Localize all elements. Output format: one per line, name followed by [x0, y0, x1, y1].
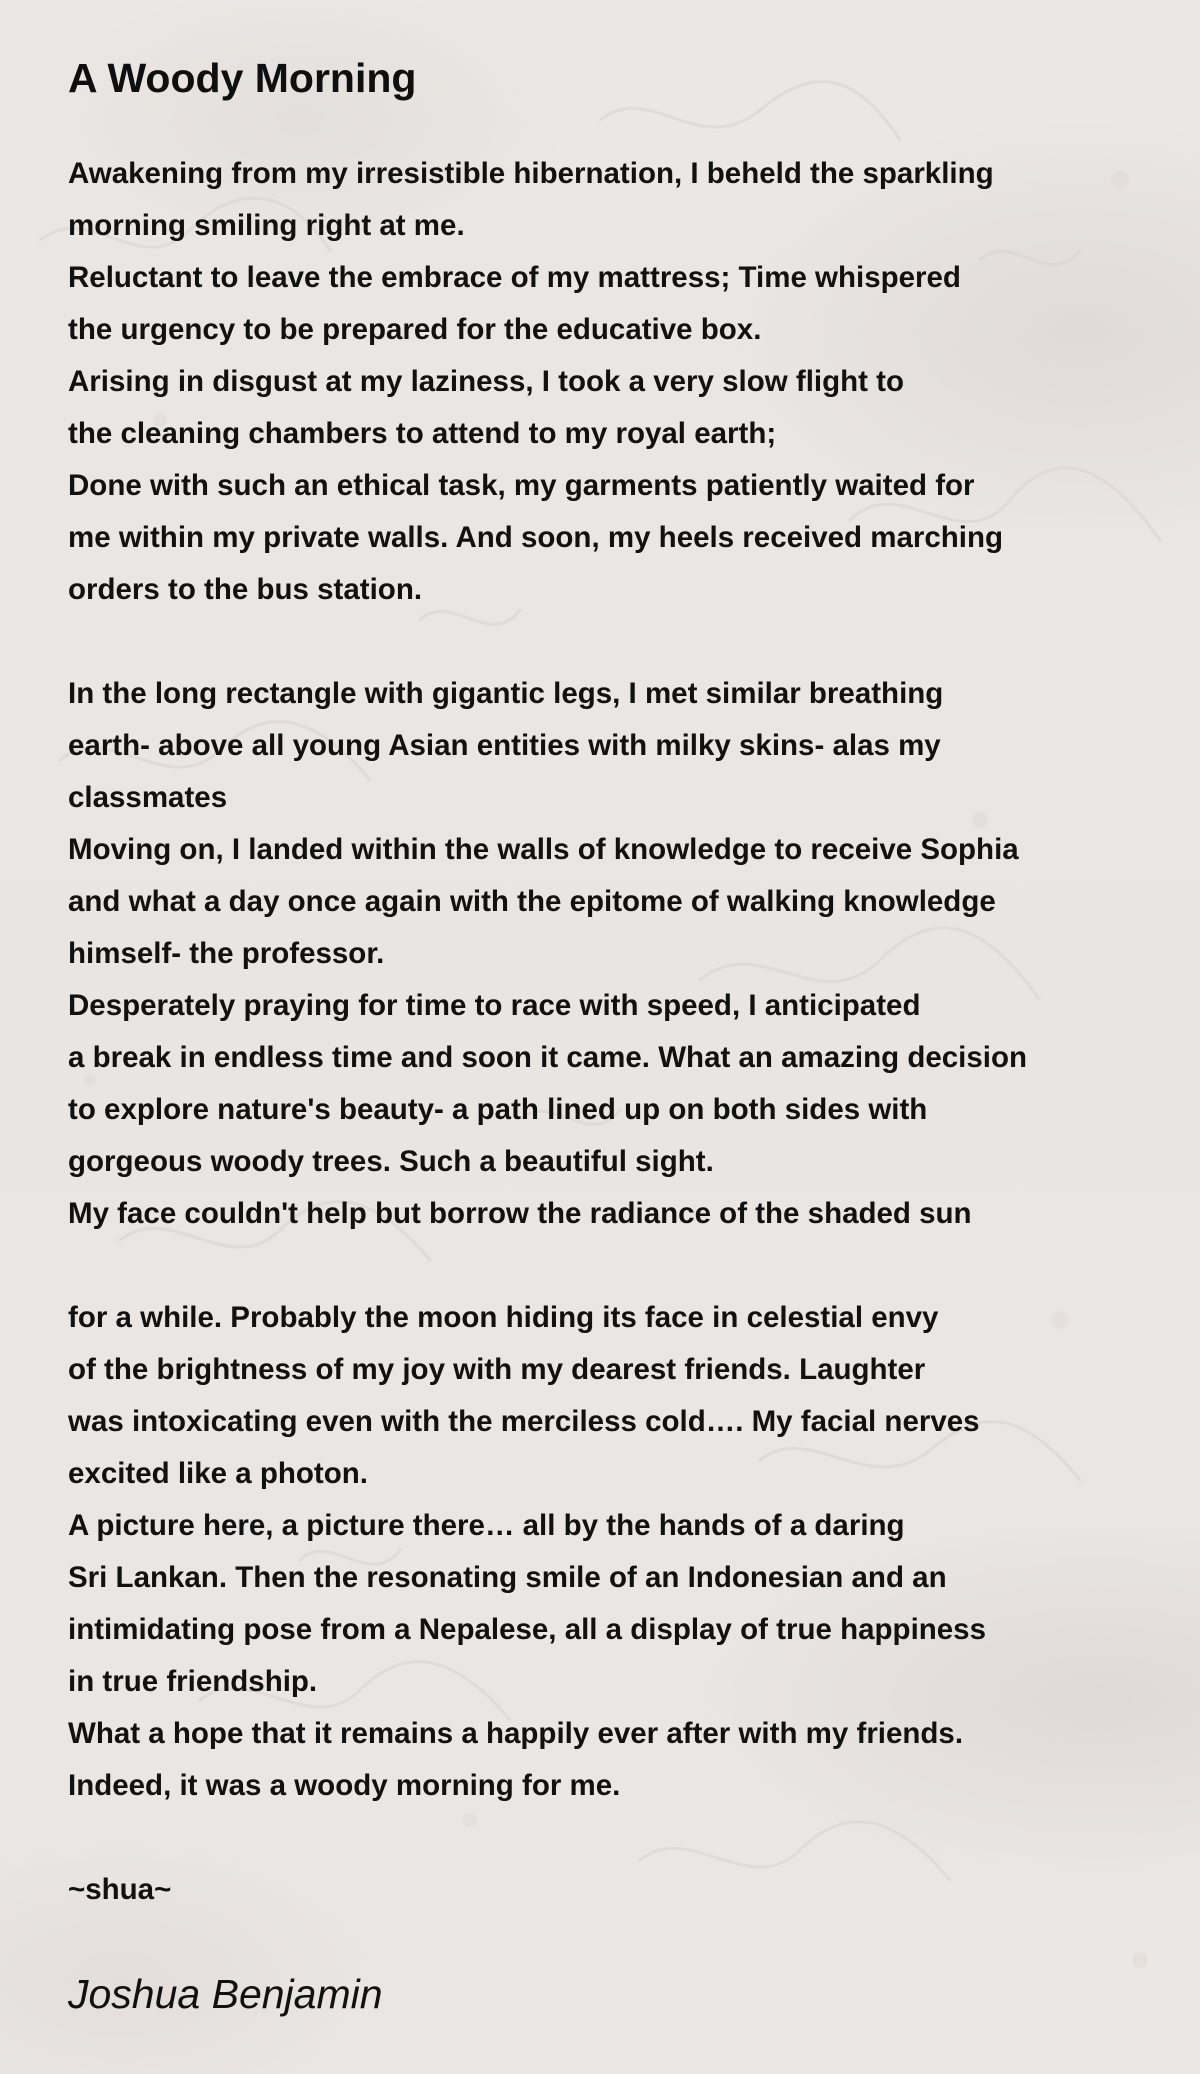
poem-line: Desperately praying for time to race with speed, I anticipated: [68, 989, 921, 1022]
poem-line: Awakening from my irresistible hibernation, I beheld the sparkling: [68, 157, 994, 190]
poem-line: of the brightness of my joy with my dearest friends. Laughter: [68, 1353, 926, 1386]
poem-line: What a hope that it remains a happily ever after with my friends.: [68, 1717, 964, 1750]
poem-line: gorgeous woody trees. Such a beautiful sight.: [68, 1145, 714, 1178]
poem-line: himself- the professor.: [68, 937, 385, 970]
poem-line: Indeed, it was a woody morning for me.: [68, 1769, 621, 1802]
poem-line: Arising in disgust at my laziness, I took a very slow flight to: [68, 365, 904, 398]
poem-line: the cleaning chambers to attend to my royal earth;: [68, 417, 777, 450]
stanza-break: [68, 1812, 1148, 1864]
poem-line: the urgency to be prepared for the educative box.: [68, 313, 762, 346]
poem-line: My face couldn't help but borrow the radiance of the shaded sun: [68, 1197, 972, 1230]
poem-title: A Woody Morning: [68, 55, 417, 101]
poem-line: Sri Lankan. Then the resonating smile of an Indonesian and an: [68, 1561, 947, 1594]
poem-line: Done with such an ethical task, my garments patiently waited for: [68, 469, 975, 502]
poem-line: A picture here, a picture there… all by the hands of a daring: [68, 1509, 905, 1542]
poem-line: Reluctant to leave the embrace of my mattress; Time whispered: [68, 261, 961, 294]
poem-line: and what a day once again with the epitome of walking knowledge: [68, 885, 996, 918]
poem-line: was intoxicating even with the merciless cold…. My facial nerves: [68, 1405, 980, 1438]
poem-line: excited like a photon.: [68, 1457, 368, 1490]
poem-line: me within my private walls. And soon, my heels received marching: [68, 521, 1004, 554]
poem-line: earth- above all young Asian entities with milky skins- alas my: [68, 729, 941, 762]
poem-body: [68, 148, 1148, 1916]
stanza-break: [68, 616, 1148, 668]
poem-line: ~shua~: [68, 1873, 172, 1906]
poem-line: for a while. Probably the moon hiding its face in celestial envy: [68, 1301, 939, 1334]
poem-line: Moving on, I landed within the walls of knowledge to receive Sophia: [68, 833, 1019, 866]
poem-author: Joshua Benjamin: [68, 1971, 383, 2017]
poem-line: classmates: [68, 781, 228, 814]
poem-line: orders to the bus station.: [68, 573, 423, 606]
poem-line: a break in endless time and soon it came. What an amazing decision: [68, 1041, 1028, 1074]
poem-line: In the long rectangle with gigantic legs, I met similar breathing: [68, 677, 944, 710]
poem-line: morning smiling right at me.: [68, 209, 465, 242]
poem-line: to explore nature's beauty- a path lined up on both sides with: [68, 1093, 928, 1126]
stanza-break: [68, 1240, 1148, 1292]
poem-line: in true friendship.: [68, 1665, 318, 1698]
poem-line: intimidating pose from a Nepalese, all a display of true happiness: [68, 1613, 987, 1646]
